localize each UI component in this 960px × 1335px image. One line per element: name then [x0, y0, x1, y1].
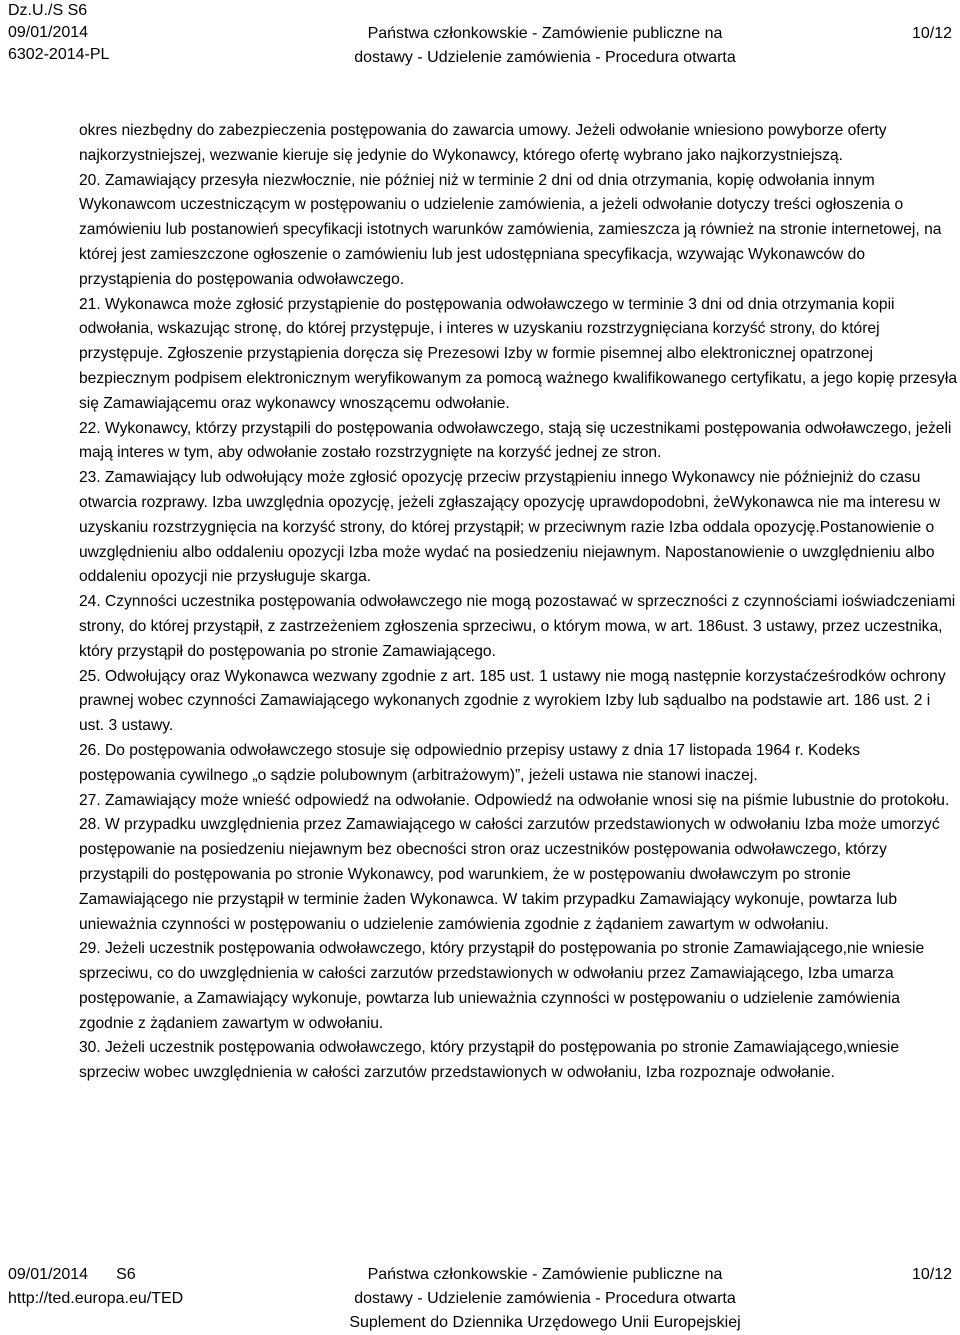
footer-notice-type-line-1: Państwa członkowskie - Zamówienie publiczne na — [367, 1266, 723, 1283]
paragraph-28: 28. W przypadku uwzględnienia przez Zamawiającego w całości zarzutów przedstawionych w odwołaniu Izba może umorzyć postępowanie na posiedzeniu niejawnym bez obecności stron oraz uczestników postępowania odwoławczego, którzy przystąpili do postępowania po stronie Wykonawcy, pod warunkiem, że w postępowaniu dwoławczym po stronie Zamawiającego nie przystąpił w terminie żaden Wykonawca. W takim przypadku Zamawiający wykonuje, powtarza lub unieważnia czynności w postępowaniu o udzielenie zamówienia zgodnie z żądaniem zawartym w odwołaniu. — [79, 816, 940, 933]
paragraph-23: 23. Zamawiający lub odwołujący może zgłosić opozycję przeciw przystąpieniu innego Wykonawcy nie późniejniż do czasu otwarcia rozprawy. Izba uwzględnia opozycję, jeżeli zgłaszający opozycję uprawdopodobni, żeWykonawca nie ma interesu w uzyskaniu rozstrzygnięcia na korzyść strony, do której przystąpił; w przeciwnym razie Izba oddala opozycję.Postanowienie o uwzględnieniu albo oddaleniu opozycji Izba może wydać na posiedzeniu niejawnym. Napostanowienie o uwzględnieniu albo oddaleniu opozycji nie przysługuje skarga. — [79, 469, 941, 586]
document-body — [79, 119, 957, 1086]
footer-series: S6 — [116, 1266, 136, 1283]
paragraph-25: 25. Odwołujący oraz Wykonawca wezwany zgodnie z art. 185 ust. 1 ustawy nie mogą następnie korzystaćześrodków ochrony prawnej wobec czynności Zamawiającego wykonanych zgodnie z wyrokiem Izby lub sądualbo na podstawie art. 186 ust. 2 i ust. 3 ustawy. — [79, 667, 946, 735]
header-journal-ref: Dz.U./S S6 — [8, 2, 88, 19]
header-doc-reference — [8, 0, 109, 66]
paragraph-24: 24. Czynności uczestnika postępowania odwoławczego nie mogą pozostawać w sprzeczności z czynnościami ioświadczeniami strony, do której przystąpił, z zastrzeżeniem zgłoszenia sprzeciwu, o którym mowa, w art. 186ust. 3 ustawy, przez uczestnika, który przystąpił do postępowania po stronie Zamawiającego. — [79, 593, 956, 660]
paragraph-21: 21. Wykonawca może zgłosić przystąpienie do postępowania odwoławczego w terminie 3 dni od dnia otrzymania kopii odwołania, wskazując stronę, do której przystępuje, i interes w uzyskaniu rozstrzygnięciana korzyść strony, do której przystępuje. Zgłoszenie przystąpienia doręcza się Prezesowi Izby w formie pisemnej albo elektronicznej opatrzonej bezpiecznym podpisem elektronicznym weryfikowanym za pomocą ważnego kwalifikowanego certyfikatu, a jego kopię przesyła się Zamawiającemu oraz wykonawcy wnoszącemu odwołanie. — [79, 295, 957, 412]
footer-date-series-row — [8, 1263, 183, 1287]
footer-doc-reference — [8, 1263, 183, 1311]
header-notice-type — [320, 22, 770, 70]
paragraph-27: 27. Zamawiający może wnieść odpowiedź na odwołanie. Odpowiedź na odwołanie wnosi się na piśmie lubustnie do protokołu. — [79, 791, 950, 809]
header-notice-number: 6302-2014-PL — [8, 46, 110, 63]
header-notice-type-line-1: Państwa członkowskie - Zamówienie publiczne na — [367, 25, 723, 42]
header-page-number: 10/12 — [911, 25, 952, 42]
paragraph-19-continued: okres niezbędny do zabezpieczenia postępowania do zawarcia umowy. Jeżeli odwołanie wniesiono powyborze oferty najkorzystniejszej, wezwanie kieruje się jedynie do Wykonawcy, którego ofertę wybrano jako najkorzystniejszą. — [79, 122, 887, 164]
footer-url: http://ted.europa.eu/TED — [8, 1290, 184, 1307]
footer-date: 09/01/2014 — [8, 1266, 89, 1283]
header-date: 09/01/2014 — [8, 24, 89, 41]
paragraph-26: 26. Do postępowania odwoławczego stosuje się odpowiednio przepisy ustawy z dnia 17 listopada 1964 r. Kodeks postępowania cywilnego „o sądzie polubownym (arbitrażowym)”, jeżeli ustawa nie stanowi inaczej. — [79, 741, 861, 784]
header-notice-type-line-2: dostawy - Udzielenie zamówienia - Procedura otwarta — [354, 49, 736, 66]
footer-notice-type — [300, 1263, 790, 1335]
footer-page-number: 10/12 — [911, 1266, 952, 1283]
paragraph-29: 29. Jeżeli uczestnik postępowania odwoławczego, który przystąpił do postępowania po stronie Zamawiającego,nie wniesie sprzeciwu, co do uwzględnienia w całości zarzutów przedstawionych w odwołaniu przez Zamawiającego, Izba umarza postępowanie, a Zamawiający wykonuje, powtarza lub unieważnia czynności w postępowaniu o udzielenie zamówienia zgodnie z żądaniem zawartym w odwołaniu. — [79, 940, 925, 1032]
footer-notice-type-line-2: dostawy - Udzielenie zamówienia - Procedura otwarta — [354, 1290, 736, 1307]
paragraph-22: 22. Wykonawcy, którzy przystąpili do postępowania odwoławczego, stają się uczestnikami postępowania odwoławczego, jeżeli mają interes w tym, aby odwołanie zostało rozstrzygnięte na korzyść jednej ze stron. — [79, 419, 952, 462]
footer-supplement-title: Suplement do Dziennika Urzędowego Unii Europejskiej — [349, 1314, 741, 1331]
paragraph-30: 30. Jeżeli uczestnik postępowania odwoławczego, który przystąpił do postępowania po stronie Zamawiającego,wniesie sprzeciw wobec uwzględnienia w całości zarzutów przedstawionych w odwołaniu, Izba rozpoznaje odwołanie. — [79, 1039, 899, 1082]
paragraph-20: 20. Zamawiający przesyła niezwłocznie, nie później niż w terminie 2 dni od dnia otrzymania, kopię odwołania innym Wykonawcom uczestniczącym w postępowaniu o udzielenie zamówienia, a jeżeli odwołanie dotyczy treści ogłoszenia o zamówieniu lub postanowień specyfikacji istotnych warunków zamówienia, zamieszcza ją również na stronie internetowej, na której jest zamieszczone ogłoszenie o zamówieniu lub jest udostępniana specyfikacja, wzywając Wykonawców do przystąpienia do postępowania odwoławczego. — [79, 171, 942, 288]
